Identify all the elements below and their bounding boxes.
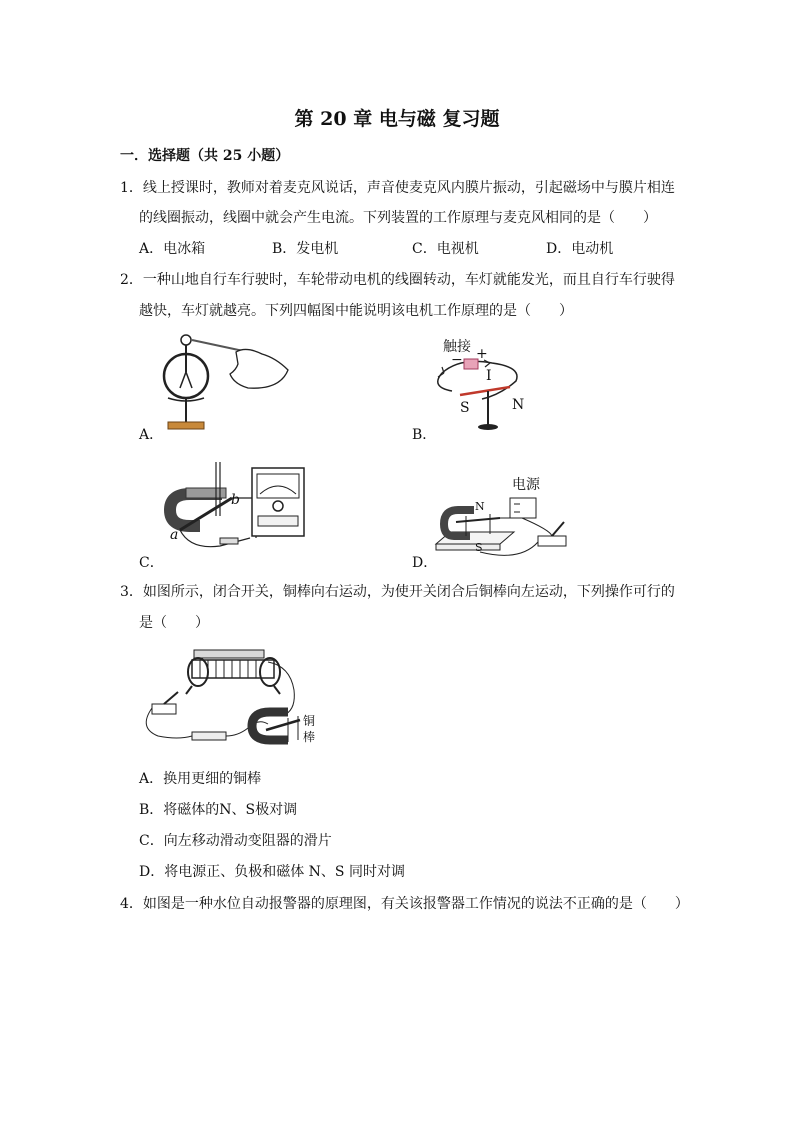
q3-option-d: D．将电源正、负极和磁体 N、S 同时对调 xyxy=(139,864,405,880)
q2-figb-south: S xyxy=(460,400,470,416)
q2-label-c: C． xyxy=(139,555,164,571)
q2-stem-line2: 越快，车灯就越亮。下列四幅图中能说明该电机工作原理的是（ ） xyxy=(139,303,573,319)
q2-figb-contact-label: 触接 xyxy=(443,339,471,355)
q2-figb-current: I xyxy=(486,368,492,384)
q2-figc-label-b: b xyxy=(231,492,240,508)
q3-option-b: B．将磁体的N、S极对调 xyxy=(139,802,298,818)
q2-stem-line1: 2．一种山地自行车行驶时，车轮带动电机的线圈转动，车灯就能发光，而且自行车行驶得 xyxy=(120,272,675,288)
q3-stem-line2: 是（ ） xyxy=(139,615,209,631)
q2-figd-north: N xyxy=(475,500,485,513)
q3-stem-line1: 3．如图所示，闭合开关，铜棒向右运动，为使开关闭合后铜棒向左运动，下列操作可行的 xyxy=(120,584,675,600)
q2-figb-plus: + xyxy=(476,346,488,362)
q2-label-b: B． xyxy=(412,427,437,443)
q1-option-a: A．电冰箱 xyxy=(139,241,206,257)
q3-figure xyxy=(138,642,328,752)
q3-figure-label-1: 铜 xyxy=(303,714,316,728)
q2-figd-power-label: 电源 xyxy=(512,477,540,493)
q2-label-d: D． xyxy=(412,555,438,571)
page-title: 第 20 章 电与磁 复习题 xyxy=(294,108,500,130)
q2-figb-north: N xyxy=(512,397,525,413)
q3-option-c: C．向左移动滑动变阻器的滑片 xyxy=(139,833,332,849)
q1-stem-line1: 1．线上授课时，教师对着麦克风说话，声音使麦克风内膜片振动，引起磁场中与膜片相连 xyxy=(120,180,675,196)
q4-stem-line1: 4．如图是一种水位自动报警器的原理图，有关该报警器工作情况的说法不正确的是（ ） xyxy=(120,896,689,912)
section-heading: 一．选择题（共 25 小题） xyxy=(120,148,290,164)
q2-figure-d xyxy=(430,470,580,565)
q2-figure-c xyxy=(160,458,310,558)
q2-figb-minus: − xyxy=(451,352,463,368)
q1-option-b: B．发电机 xyxy=(272,241,339,257)
q2-figc-label-a: a xyxy=(170,527,179,543)
q3-option-a: A．换用更细的铜棒 xyxy=(139,771,262,787)
q2-label-a: A． xyxy=(139,427,164,443)
q2-figure-a xyxy=(158,330,298,440)
q3-figure-label-2: 棒 xyxy=(303,730,316,744)
q1-stem-line2: 的线圈振动，线圈中就会产生电流。下列装置的工作原理与麦克风相同的是（ ） xyxy=(139,210,657,226)
q1-option-c: C．电视机 xyxy=(412,241,479,257)
q2-figd-south: S xyxy=(475,541,483,554)
q1-option-d: D．电动机 xyxy=(546,241,614,257)
